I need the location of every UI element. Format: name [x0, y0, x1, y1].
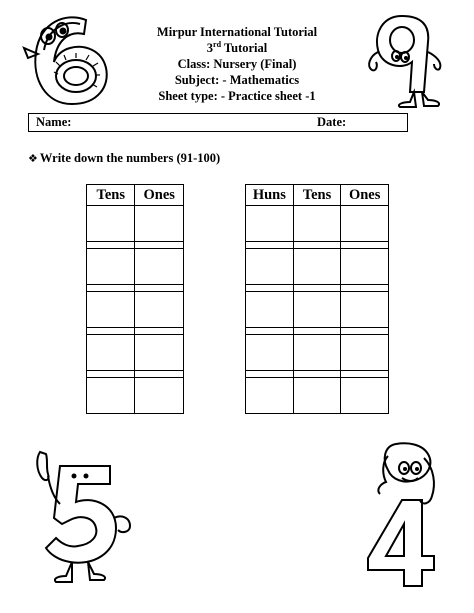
- cartoon-number-nine-icon: [362, 12, 452, 110]
- class-line: Class: Nursery (Final): [177, 57, 297, 71]
- table-header-cell: Ones: [135, 185, 184, 206]
- cartoon-number-six-icon: [18, 8, 118, 108]
- table-cell: [341, 285, 389, 292]
- table-cell: [293, 335, 341, 371]
- table-cell: [341, 242, 389, 249]
- table-cell: [135, 206, 184, 242]
- table-cell: [135, 249, 184, 285]
- table-cell: [135, 335, 184, 371]
- table-cell: [293, 328, 341, 335]
- table-cell: [135, 242, 184, 249]
- table-cell: [87, 242, 135, 249]
- name-label: Name:: [36, 115, 72, 129]
- table-cell: [341, 335, 389, 371]
- school-name: Mirpur International Tutorial: [156, 25, 318, 39]
- table-cell: [246, 378, 294, 414]
- table-cell: [293, 371, 341, 378]
- table-cell: [135, 292, 184, 328]
- tens-ones-table: [86, 184, 184, 414]
- table-cell: [293, 285, 341, 292]
- table-cell: [87, 206, 135, 242]
- table-cell: [341, 206, 389, 242]
- sheet-type-line: Sheet type: - Practice sheet -1: [158, 89, 316, 103]
- table-cell: [135, 371, 184, 378]
- table-cell: [293, 292, 341, 328]
- table-header-cell: Tens: [293, 185, 341, 206]
- table-cell: [87, 371, 135, 378]
- table-cell: [246, 206, 294, 242]
- table-cell: [293, 249, 341, 285]
- table-cell: [135, 328, 184, 335]
- table-header-cell: Ones: [341, 185, 389, 206]
- table-cell: [293, 242, 341, 249]
- table-cell: [87, 285, 135, 292]
- table-cell: [341, 328, 389, 335]
- table-header-cell: Huns: [246, 185, 294, 206]
- table-cell: [246, 328, 294, 335]
- table-cell: [87, 378, 135, 414]
- table-cell: [341, 292, 389, 328]
- cartoon-number-four-icon: [358, 440, 448, 592]
- term-title: 3rd Tutorial: [206, 39, 268, 55]
- table-cell: [87, 249, 135, 285]
- table-cell: [246, 242, 294, 249]
- table-cell: [293, 206, 341, 242]
- instruction: [28, 151, 220, 166]
- table-cell: [341, 249, 389, 285]
- table-cell: [246, 249, 294, 285]
- table-cell: [341, 371, 389, 378]
- instruction-text: Write down the numbers (91-100): [39, 151, 221, 165]
- table-cell: [135, 378, 184, 414]
- subject-line: Subject: - Mathematics: [174, 73, 300, 87]
- table-cell: [135, 285, 184, 292]
- table-cell: [87, 292, 135, 328]
- table-header-cell: Tens: [87, 185, 135, 206]
- date-label: Date:: [317, 115, 347, 129]
- worksheet-header: [120, 24, 354, 104]
- table-cell: [246, 292, 294, 328]
- table-cell: [246, 335, 294, 371]
- table-cell: [87, 328, 135, 335]
- cartoon-number-five-icon: [26, 448, 136, 588]
- table-cell: [246, 371, 294, 378]
- huns-tens-ones-table: [245, 184, 389, 414]
- table-cell: [246, 285, 294, 292]
- table-cell: [341, 378, 389, 414]
- table-cell: [87, 335, 135, 371]
- table-cell: [293, 378, 341, 414]
- diamond-bullet-icon: ❖: [28, 152, 38, 165]
- name-date-box: [28, 113, 408, 132]
